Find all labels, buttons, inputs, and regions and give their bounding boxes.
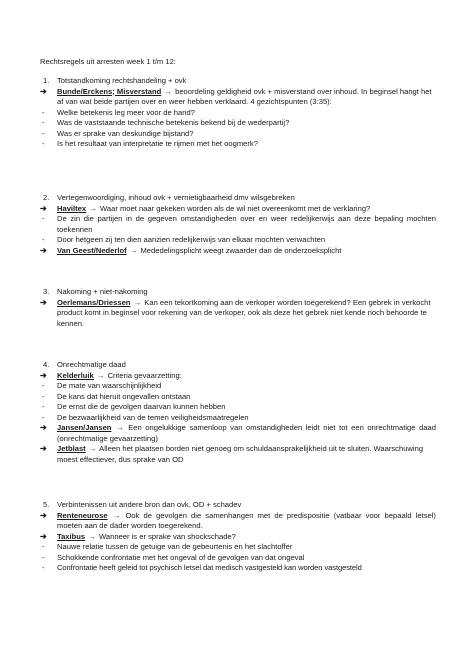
case-entry <box>40 298 436 330</box>
arrow-icon: ➔ <box>40 370 47 380</box>
list-item: - De zin die partijen in de gegeven omstandigheden over en weer redelijkerwijs aan deze bepaling mochten toekennen <box>42 214 436 234</box>
section-heading <box>40 76 436 87</box>
document-title: Rechtsregels uit arresten week 1 t/m 12: <box>40 57 176 66</box>
arrow-icon: ➔ <box>40 86 47 96</box>
arrow-icon: → <box>88 531 96 541</box>
case-entry <box>40 444 436 465</box>
section-heading <box>40 287 436 298</box>
list-item: - Confrontatie heeft geleid tot psychisch letsel dat medisch vastgesteld kan worden vastgesteld <box>42 563 362 572</box>
arrow-icon: ➔ <box>40 245 47 255</box>
list-item: - Is het resultaat van interpretatie te rijmen met het oogmerk? <box>42 139 258 148</box>
dash-icon: - <box>42 235 45 244</box>
arrow-icon: → <box>88 444 97 453</box>
section-4 <box>40 360 436 465</box>
case-name: Haviltex <box>57 203 87 213</box>
arrow-icon: → <box>96 370 105 380</box>
list-item: - Was er sprake van deskundige bijstand? <box>42 128 194 138</box>
case-entry <box>40 204 436 215</box>
arrow-icon: → <box>129 245 138 255</box>
section-3 <box>40 287 436 329</box>
list-item: - Schokkende confrontatie met het ongeval of de gevolgen van dat ongeval <box>42 552 305 562</box>
arrow-icon: ➔ <box>40 423 47 432</box>
arrow-icon: → <box>133 297 142 307</box>
arrow-icon: → <box>112 510 121 520</box>
dash-icon: - <box>42 107 45 117</box>
section-number: 1. <box>43 76 50 85</box>
case-rule: Waar moet naar gekeken worden als de wil niet overeenkomt met de verklaring? <box>99 203 371 213</box>
list-item: - Welke betekenis leg meer voor de hand? <box>42 107 195 117</box>
section-number: 3. <box>43 287 50 296</box>
arrow-icon: → <box>164 86 172 96</box>
case-name: Bunde/Erckens; Misverstand <box>57 86 162 96</box>
list-item: - De mate van waarschijnlijkheid <box>42 381 162 390</box>
case-name: Kelderluik <box>57 370 94 380</box>
case-entry <box>40 371 436 382</box>
list-item: - Door hetgeen zij ten dien aanzien redelijkerwijs van elkaar mochten verwachten <box>42 235 326 244</box>
arrow-icon: ➔ <box>40 531 47 541</box>
case-rule: beoordeling geldigheid ovk + misverstand over inhoud. In beginsel hangt het af van wat beide partijen over en weer hebben verklaard. 4 gezichtspunten (3:35): <box>57 86 432 106</box>
section-5 <box>40 500 436 574</box>
arrow-icon: ➔ <box>40 444 47 453</box>
case-rule: Alleen het plaatsen borden niet genoeg om schuldaansprakelijkheid uit te sluiten. Waarschuwing moest effectiever, dus sprake van OD <box>57 444 424 464</box>
case-rule: Kan een tekortkoming aan de verkoper worden toegerekend? Een gebrek in verkocht product komt in beginsel voor rekening van de verkoper, ook als deze het gebrek niet kende noch behoorde te kennen. <box>57 297 431 328</box>
dash-icon: - <box>42 563 45 572</box>
arrow-icon: ➔ <box>40 203 47 213</box>
arrow-icon: → <box>116 423 124 432</box>
list-item: - Was de vaststaande technische betekenis bekend bij de wederpartij? <box>42 118 290 127</box>
dash-icon: - <box>42 214 45 223</box>
dash-icon: - <box>42 391 45 401</box>
section-number: 2. <box>43 193 50 202</box>
dash-icon: - <box>42 542 45 551</box>
section-heading <box>40 500 436 511</box>
dash-icon: - <box>42 139 45 148</box>
section-heading-text: Vertegenwoordiging, inhoud ovk + vernietigbaarheid dmv wilsgebreken <box>57 193 295 202</box>
dash-icon: - <box>42 128 45 138</box>
dash-icon: - <box>42 412 45 422</box>
case-entry <box>40 423 436 444</box>
case-name: Oerlemans/Driessen <box>57 297 131 307</box>
case-rule: Wanneer is er sprake van shockschade? <box>98 531 236 541</box>
arrow-icon: ➔ <box>40 297 47 307</box>
arrow-icon: ➔ <box>40 510 47 520</box>
case-entry <box>40 532 436 543</box>
dash-icon: - <box>42 381 45 390</box>
list-item: - De bezwaarlijkheid van de temen veiligheidsmaatregelen <box>42 412 249 422</box>
case-name: Jansen/Jansen <box>57 423 112 432</box>
section-heading <box>40 193 436 204</box>
section-1 <box>40 76 436 150</box>
case-name: Renteneurose <box>57 510 108 520</box>
section-heading-text: Onrechtmatige daad <box>57 360 126 369</box>
arrow-icon: → <box>89 203 97 213</box>
case-name: Taxibus <box>57 531 86 541</box>
section-number: 4. <box>43 360 50 369</box>
section-heading-text: Verbintenissen uit andere bron dan ovk, OD + schadev <box>57 500 242 509</box>
case-rule: Mededelingsplicht weegt zwaarder dan de onderzoeksplicht <box>140 245 342 255</box>
case-name: Van Geest/Nederlof <box>57 245 127 255</box>
case-name: Jetblast <box>57 444 86 453</box>
section-number: 5. <box>43 500 50 509</box>
section-2 <box>40 193 436 256</box>
section-heading <box>40 360 436 371</box>
case-rule: Ook de gevolgen die samenhangen met de predispositie (vatbaar voor bepaald letsel) moeten aan de dader worden toegerekend. <box>57 510 436 530</box>
case-entry <box>40 87 436 108</box>
case-entry <box>40 511 436 532</box>
section-heading-text: Totstandkoming rechtshandeling + ovk <box>57 76 187 85</box>
case-rule: Een ongelukkige samenloop van omstandigheden leidt niet tot een onrechtmatige daad (onrechtmatige gevaarzetting) <box>57 423 436 443</box>
dash-icon: - <box>42 118 45 127</box>
section-heading-text: Nakoming + niet-nakoming <box>57 287 148 296</box>
list-item: - De kans dat hieruit ongevallen ontstaan <box>42 391 191 401</box>
list-item: - De ernst die de gevolgen daarvan kunnen hebben <box>42 402 226 411</box>
case-entry <box>40 246 436 257</box>
list-item: - Nauwe relatie tussen de getuige van de gebeurtenis en het slachtoffer <box>42 542 293 551</box>
dash-icon: - <box>42 402 45 411</box>
dash-icon: - <box>42 552 45 562</box>
case-rule: Criteria gevaarzetting: <box>107 370 182 380</box>
